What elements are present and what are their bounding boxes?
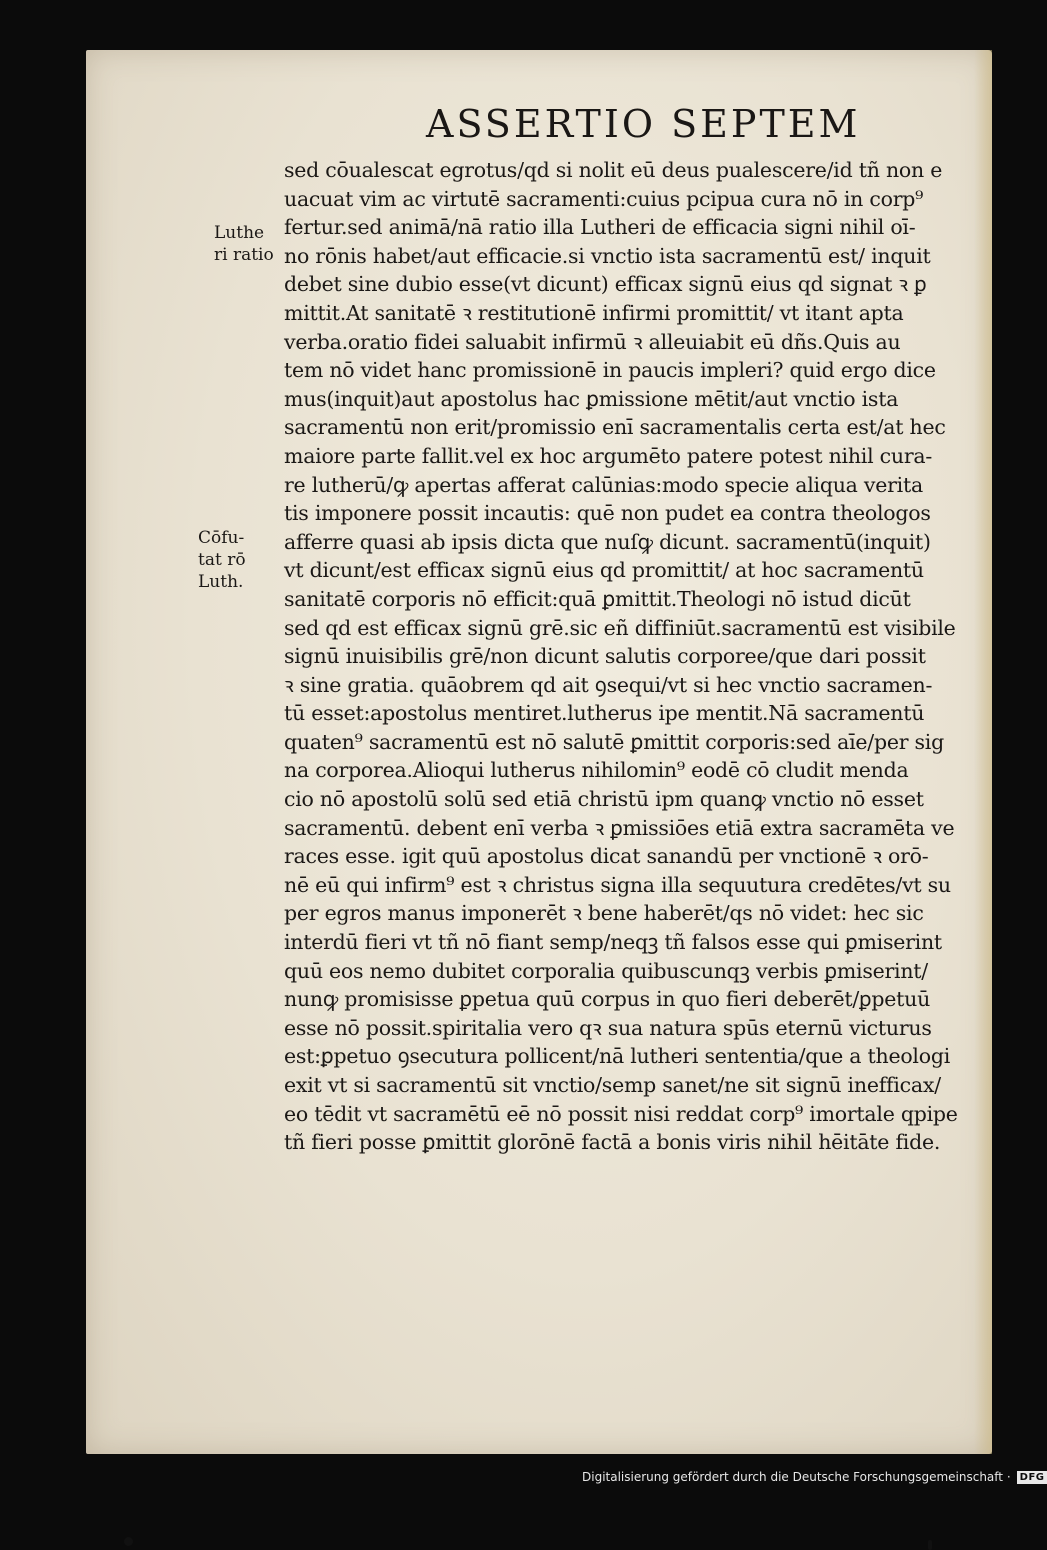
text-line: sacramentū. debent enī verba ꝛ ꝑmissiōes etiā extra sacramēta ve [284,815,955,840]
margin-note-line: ri ratio [214,245,274,265]
running-head: ASSERTIO SEPTEM [426,102,861,146]
margin-note-line: Luth. [198,572,244,592]
text-line: na corporea.Alioqui lutherus nihilomin⁹ eodē cō cludit menda [284,758,909,783]
margin-note-lutheri-ratio [214,222,274,266]
text-line: per egros manus imponerēt ꝛ bene haberēt/qs nō videt: hec sic [284,901,924,926]
margin-note-confutatur [198,527,246,593]
margin-note-line: Cōfu- [198,528,245,548]
text-line: debet sine dubio esse(vt dicunt) efficax signū eius qd signat ꝛ ꝑ [284,272,927,297]
ink-spot [124,1537,133,1546]
text-line: mus(inquit)aut apostolus hac ꝑmissione mētit/aut vnctio ista [284,386,899,411]
text-line: sed qd est efficax signū grē.sic eñ diffiniūt.sacramentū est visibile [284,615,956,640]
credit-text: Digitalisierung gefördert durch die Deutsche Forschungsgemeinschaft · [582,1470,1011,1484]
text-line: sacramentū non erit/promissio enī sacramentalis certa est/at hec [284,415,946,440]
margin-note-line: Luthe [214,223,265,243]
text-line: sanitatē corporis nō efficit:quā ꝑmittit.Theologi nō istud dicūt [284,586,911,611]
text-line: races esse. igit quū apostolus dicat sanandū per vnctionē ꝛ orō- [284,844,929,869]
text-line: nunꝙ promisisse ꝑpetua quū corpus in quo fieri deberēt/ꝑpetuū [284,987,931,1012]
text-line: nē eū qui infirm⁹ est ꝛ christus signa illa sequutura credētes/vt su [284,872,951,897]
text-line: exit vt si sacramentū sit vnctio/semp sanet/ne sit signū inefficax/ [284,1073,941,1097]
text-line: afferre quasi ab ipsis dicta que nuſꝙ dicunt. sacramentū(inquit) [284,529,931,554]
text-line: cio nō apostolū solū sed etiā christū ipm quanꝙ vnctio nō esset [284,787,924,812]
text-line: tñ fieri posse ꝑmittit glorōnē factā a bonis viris nihil hēitāte fide. [284,1130,941,1155]
text-line: tem nō videt hanc promissionē in paucis impleri? quid ergo dice [284,358,936,383]
text-line: quaten⁹ sacramentū est nō salutē ꝑmittit corporis:sed aīe/per sig [284,729,944,754]
text-line: est:ꝑpetuo ꝯsecutura pollicent/nā lutheri sententia/que a theologi [284,1044,951,1069]
margin-note-line: tat rō [198,550,246,570]
text-line: verba.oratio fidei saluabit infirmū ꝛ alleuiabit eū dñs.Quis au [284,329,901,354]
text-line: fertur.sed animā/nā ratio illa Lutheri de efficacia signi nihil oī- [284,215,916,240]
text-line: ꝛ sine gratia. quāobrem qd ait ꝯsequi/vt si hec vnctio sacramen- [284,672,933,697]
text-line: mittit.At sanitatē ꝛ restitutionē infirmi promittit/ vt itant apta [284,300,904,325]
body-text [284,156,970,1157]
text-line: tū esset:apostolus mentiret.lutherus ipe mentit.Nā sacramentū [284,701,925,726]
text-line: sed cōualescat egrotus/qd si nolit eū deus pualescere/id tñ non e [284,158,943,182]
text-line: maiore parte fallit.vel ex hoc argumēto patere potest nihil cura- [284,443,933,468]
text-line: signū inuisibilis grē/non dicunt salutis corporee/que dari possit [284,644,926,669]
dfg-logo: DFG [1017,1471,1047,1484]
digitization-credit [582,1466,1047,1488]
text-line: no rōnis habet/aut efficacie.si vnctio ista sacramentū est/ inquit [284,243,931,268]
text-line: quū eos nemo dubitet corporalia quibuscunqꝫ verbis ꝑmiserint/ [284,958,928,983]
text-line: uacuat vim ac virtutē sacramenti:cuius pcipua cura nō in corp⁹ [284,186,924,211]
text-line: vt dicunt/est efficax signū eius qd promittit/ at hoc sacramentū [284,558,924,583]
text-line: interdū fieri vt tñ nō fiant semp/neqꝫ tñ falsos esse qui ꝑmiserint [284,930,942,955]
text-line: eo tēdit vt sacramētū eē nō possit nisi reddat corp⁹ imortale qpipe [284,1101,958,1126]
text-line: re lutherū/ꝙ apertas afferat calūnias:modo specie aliqua verita [284,472,923,497]
text-line: tis imponere possit incautis: quē non pudet ea contra theologos [284,501,931,526]
ink-spot [928,1540,932,1550]
text-line: esse nō possit.spiritalia vero qꝛ sua natura spūs eternū victurus [284,1015,932,1040]
